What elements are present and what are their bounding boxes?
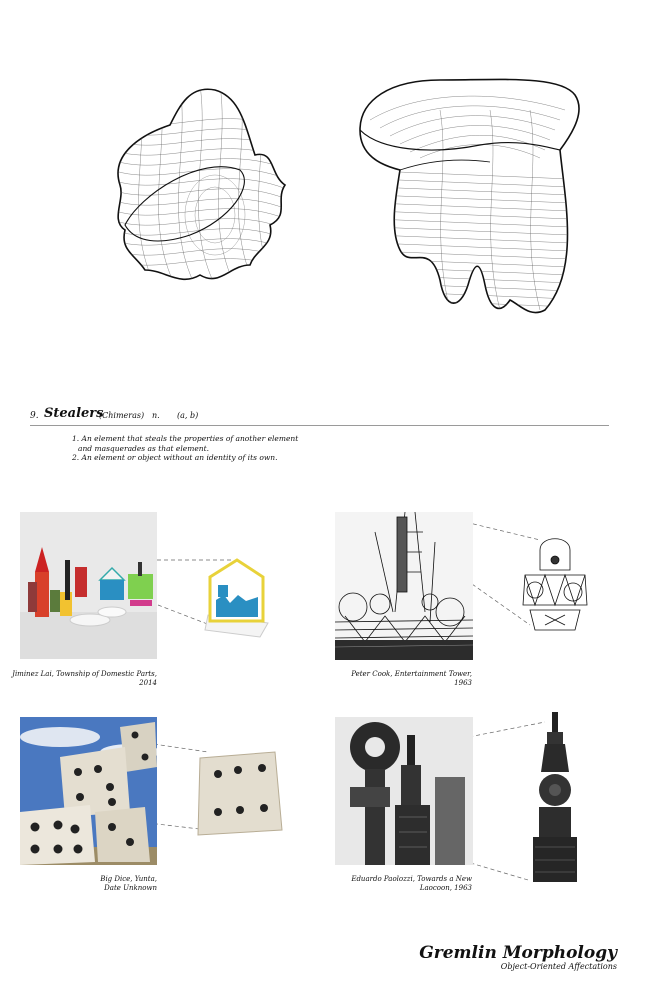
image-tower-detail [515,530,595,640]
entry-part-of-speech: n. [152,411,160,420]
image-big-dice [20,717,157,865]
caption-dice: Big Dice, Yunta, Date Unknown [100,875,157,892]
definition-line: and masquerades as that element. [78,443,209,453]
caption-paolozzi: Eduardo Paolozzi, Towards a New Laocoon, 1963 [351,875,472,892]
title-subtitle: Object-Oriented Affectations [500,962,617,971]
image-entertainment-tower [335,512,473,660]
entry-alt-name: (Chimeras) [99,411,145,420]
definition-line: 1. An element that steals the properties of another element [72,434,299,443]
image-sculpture-detail [525,712,585,887]
caption-cook: Peter Cook, Entertainment Tower, 1963 [351,670,472,687]
entry-number: 9. [30,411,39,421]
title-main: Gremlin Morphology [419,943,617,963]
image-house-detail [200,555,275,640]
entry-term: Stealers [44,406,104,421]
entry-forms: (a, b) [177,411,199,420]
image-township-domestic-parts [20,512,157,659]
image-towards-new-laocoon [335,717,473,865]
image-die-detail [190,750,285,840]
caption-lai: Jiminez Lai, Township of Domestic Parts, 2014 [12,670,157,687]
page-title [419,944,617,972]
definition-line: 2. An element or object without an identity of its own. [72,453,278,462]
